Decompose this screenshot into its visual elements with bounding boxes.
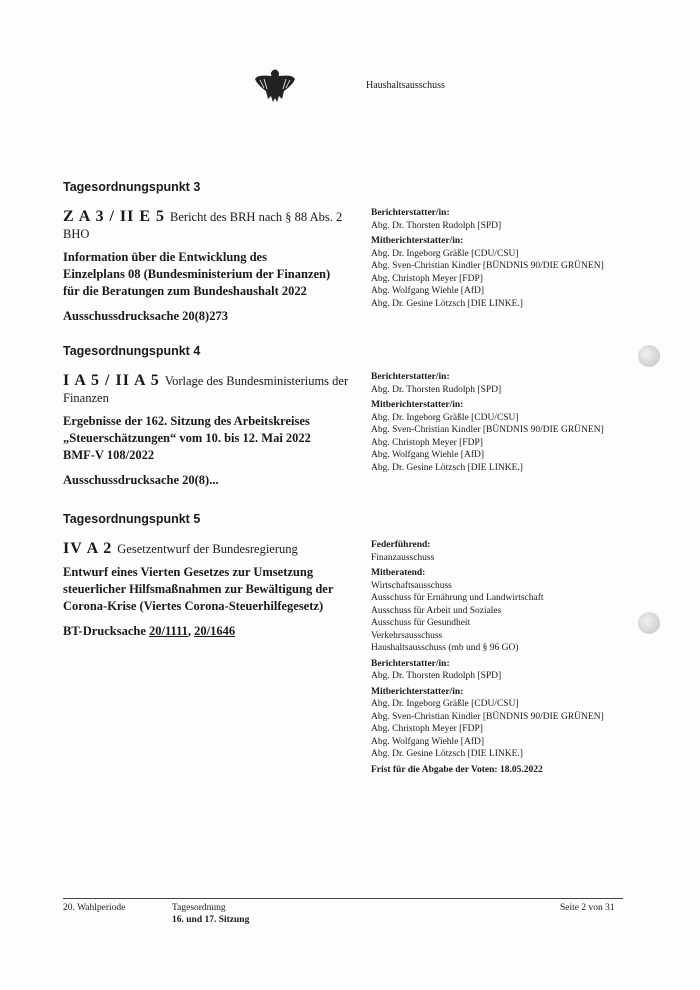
coreporter-name: Abg. Wolfgang Wiehle [AfD]: [371, 286, 485, 296]
agenda-item-title: Tagesordnungspunkt 5: [63, 512, 201, 526]
reporter-label: Berichterstatter/in:: [371, 658, 450, 669]
coreporter-name: Abg. Dr. Gesine Lötzsch [DIE LINKE.]: [371, 462, 523, 473]
footer-period: 20. Wahlperiode: [63, 903, 126, 913]
coreporters-label: Mitberichterstatter/in:: [371, 686, 464, 697]
item-subject: Bericht des BRH nach § 88 Abs. 2 BHO: [63, 210, 343, 241]
reporter-name: Abg. Dr. Thorsten Rudolph [SPD]: [371, 220, 502, 231]
vote-deadline: Frist für die Abgabe der Voten: 18.05.2022: [371, 764, 543, 775]
agenda-item-title: Tagesordnungspunkt 4: [63, 344, 201, 358]
item-description: Information über die Entwicklung des Einzelplans 08 (Bundesministerium der Finanzen) für die Beratungen zum Bundeshaushalt 2022: [63, 250, 331, 298]
coreporter-name: Abg. Sven-Christian Kindler [BÜNDNIS 90/DIE GRÜNEN]: [371, 425, 604, 435]
item-description: Entwurf eines Vierten Gesetzes zur Umsetzung steuerlicher Hilfsmaßnahmen zur Bewältigung der Corona-Krise (Viertes Corona-Steuerhilfegesetz): [63, 565, 334, 613]
agenda-item-4: [63, 344, 653, 487]
item-code: I A 5 / II A 5: [63, 372, 160, 389]
item-description: Ergebnisse der 162. Sitzung des Arbeitskreises „Steuerschätzungen“ vom 10. bis 12. Mai 2022 BMF-V 108/2022: [63, 414, 311, 462]
agenda-item-title: Tagesordnungspunkt 3: [63, 180, 201, 194]
coreporter-name: Abg. Dr. Ingeborg Gräßle [CDU/CSU]: [371, 412, 519, 423]
reporter-label: Berichterstatter/in:: [371, 372, 450, 382]
advisory-committee: Ausschuss für Gesundheit: [371, 618, 471, 628]
advisory-label: Mitberatend:: [371, 568, 426, 578]
federal-eagle-icon: [254, 66, 296, 104]
agenda-item-3: [63, 180, 653, 323]
reporter-name: Abg. Dr. Thorsten Rudolph [SPD]: [371, 671, 502, 681]
coreporter-name: Abg. Dr. Gesine Lötzsch [DIE LINKE.]: [371, 298, 523, 309]
item-subject: Vorlage des Bundesministeriums der Finanzen: [63, 374, 349, 405]
coreporters-label: Mitberichterstatter/in:: [371, 400, 464, 410]
coreporter-name: Abg. Sven-Christian Kindler [BÜNDNIS 90/DIE GRÜNEN]: [371, 711, 604, 722]
advisory-committee: Verkehrsausschuss: [371, 630, 443, 641]
item-code: IV A 2: [63, 540, 113, 557]
document-reference: Ausschussdrucksache 20(8)...: [63, 473, 219, 487]
document-reference: BT-Drucksache 20/1111, 20/1646: [63, 624, 236, 638]
coreporter-name: Abg. Wolfgang Wiehle [AfD]: [371, 450, 485, 460]
footer-doc-info: [172, 902, 249, 926]
agenda-item-5: [63, 512, 653, 775]
coreporter-name: Abg. Dr. Gesine Lötzsch [DIE LINKE.]: [371, 749, 523, 759]
coreporter-name: Abg. Dr. Ingeborg Gräßle [CDU/CSU]: [371, 699, 519, 709]
coreporter-name: Abg. Dr. Ingeborg Gräßle [CDU/CSU]: [371, 248, 519, 259]
item-code: Z A 3 / II E 5: [63, 208, 166, 225]
document-link[interactable]: 20/1111: [149, 624, 188, 638]
document-link[interactable]: 20/1646: [194, 624, 236, 638]
coreporter-name: Abg. Wolfgang Wiehle [AfD]: [371, 736, 485, 747]
footer-page-number: Seite 2 von 31: [560, 903, 615, 913]
committee-name: Haushaltsausschuss: [366, 80, 445, 91]
footer-doc-type: Tagesordnung: [172, 903, 226, 913]
lead-committee-label: Federführend:: [371, 540, 431, 550]
footer-sessions: 16. und 17. Sitzung: [172, 915, 250, 925]
coreporter-name: Abg. Christoph Meyer [FDP]: [371, 273, 483, 284]
advisory-committee: Haushaltsausschuss (mb und § 96 GO): [371, 643, 519, 653]
coreporter-name: Abg. Sven-Christian Kindler [BÜNDNIS 90/DIE GRÜNEN]: [371, 261, 604, 271]
lead-committee: Finanzausschuss: [371, 552, 435, 563]
footer-divider: [63, 898, 623, 899]
advisory-committee: Ausschuss für Ernährung und Landwirtschaft: [371, 593, 544, 603]
reporter-name: Abg. Dr. Thorsten Rudolph [SPD]: [371, 384, 502, 395]
advisory-committee: Wirtschaftsausschuss: [371, 580, 452, 591]
coreporter-name: Abg. Christoph Meyer [FDP]: [371, 724, 483, 734]
item-subject: Gesetzentwurf der Bundesregierung: [117, 542, 298, 556]
reporter-label: Berichterstatter/in:: [371, 208, 450, 218]
advisory-committee: Ausschuss für Arbeit und Soziales: [371, 605, 502, 616]
coreporter-name: Abg. Christoph Meyer [FDP]: [371, 437, 483, 448]
coreporters-label: Mitberichterstatter/in:: [371, 236, 464, 246]
document-reference: Ausschussdrucksache 20(8)273: [63, 309, 228, 323]
